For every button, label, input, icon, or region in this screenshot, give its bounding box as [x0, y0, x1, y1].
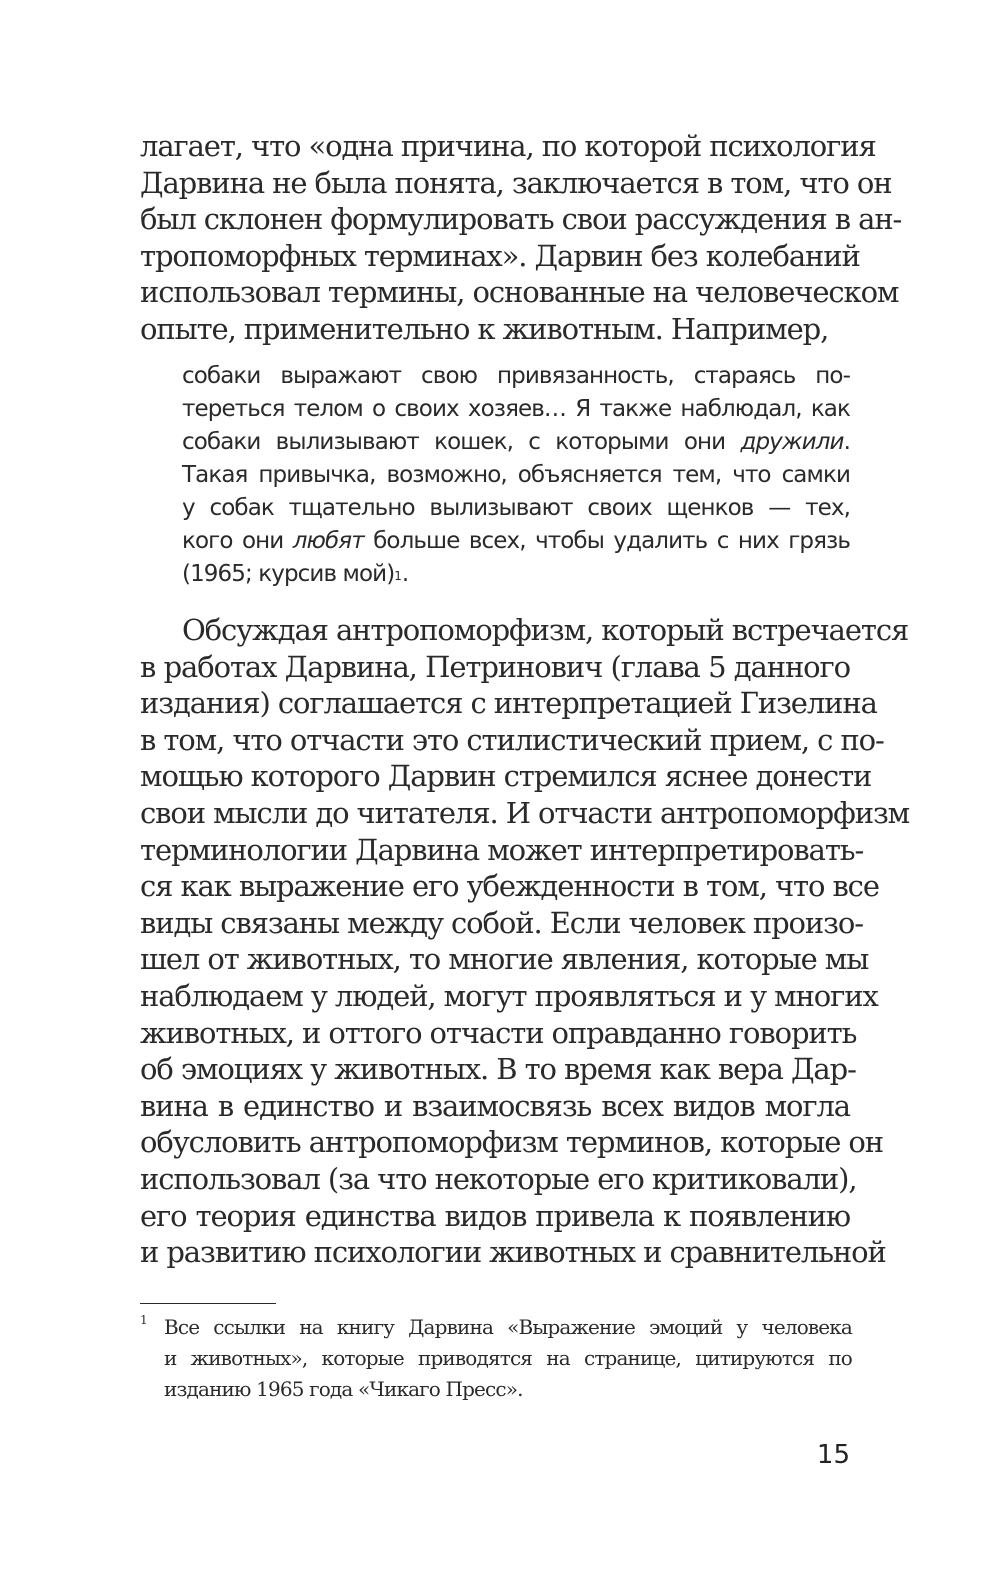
text-line: тропоморфных терминах». Дарвин без колебаний [140, 238, 860, 273]
text-line: свои мысли до читателя. И отчасти антропоморфизм [140, 795, 910, 830]
text-line: ся как выражение его убежденности в том, что все [140, 869, 879, 904]
quote-line [182, 558, 850, 591]
text-line: наблюдаем у людей, могут проявляться и у многих [140, 978, 878, 1013]
text-line: мощью которого Дарвин стремился яснее донести [140, 759, 872, 794]
text-line: Дарвина не была понята, заключается в том, что он [140, 165, 892, 200]
text-line: использовал термины, основанные на человеческом [140, 275, 899, 310]
footnote-divider [140, 1303, 276, 1304]
quote-line: тереться телом о своих хозяев… Я также наблюдал, как [182, 396, 850, 422]
text-line: вина в единство и взаимосвязь всех видов могла [140, 1088, 850, 1123]
quote-text: . [401, 561, 409, 587]
footnote-text [164, 1312, 852, 1405]
text-line: был склонен формулировать свои рассуждения в ан- [140, 202, 902, 237]
quote-emphasis: любят [292, 528, 364, 554]
text-line: терминологии Дарвина может интерпретировать- [140, 832, 864, 867]
text-line: использовал (за что некоторые его критиковали), [140, 1161, 857, 1196]
quote-line [182, 426, 850, 459]
quote-line: у собак тщательно вылизывают своих щенков — тех, [182, 495, 850, 521]
text-line: в том, что отчасти это стилистический прием, с по- [140, 722, 884, 757]
text-line: и развитию психологии животных и сравнительной [140, 1235, 886, 1270]
quote-line [182, 525, 850, 558]
footnote-line: и животных», которые приводятся на странице, цитируются по [164, 1346, 852, 1370]
text-line: Обсуждая антропоморфизм, который встречается [182, 613, 909, 647]
text-line: опыте, применительно к животным. Например, [140, 311, 829, 346]
footnote-line: Все ссылки на книгу Дарвина «Выражение эмоций у человека [164, 1315, 852, 1339]
quote-line: Такая привычка, возможно, объясняется тем, что самки [182, 462, 850, 488]
footnote-mark: 1 [140, 1313, 148, 1327]
paragraph-continued [140, 128, 902, 348]
text-line: в работах Дарвина, Петринович (глава 5 данного [140, 649, 850, 684]
text-line: издания) соглашается с интерпретацией Гизелина [140, 686, 877, 721]
quote-text: . [843, 429, 850, 455]
quote-text: собаки вылизывают кошек, с которыми они [182, 429, 741, 455]
text-line: об эмоциях у животных. В то время как вера Дар- [140, 1052, 856, 1087]
page-number: 15 [816, 1440, 850, 1470]
text-line: шел от животных, то многие явления, которые мы [140, 942, 869, 977]
quote-text: (1965; курсив мой) [182, 561, 395, 587]
text-line: животных, и оттого отчасти оправданно говорить [140, 1015, 857, 1050]
paragraph [140, 612, 910, 1271]
quote-line: собаки выражают свою привязанность, стараясь по- [182, 363, 850, 389]
footnote-line: изданию 1965 года «Чикаго Пресс». [164, 1377, 523, 1401]
quote-emphasis: дружили [740, 429, 844, 455]
text-line: его теория единства видов привела к появлению [140, 1198, 850, 1233]
text-line: лагает, что «одна причина, по которой психология [140, 129, 876, 163]
text-line: обусловить антропоморфизм терминов, которые он [140, 1125, 883, 1160]
footnote-reference[interactable]: 1 [394, 569, 402, 583]
text-line: виды связаны между собой. Если человек произо- [140, 905, 863, 940]
quote-text: больше всех, чтобы удалить с них грязь [363, 528, 851, 554]
quote-text: кого они [182, 528, 293, 554]
block-quote [182, 360, 850, 591]
